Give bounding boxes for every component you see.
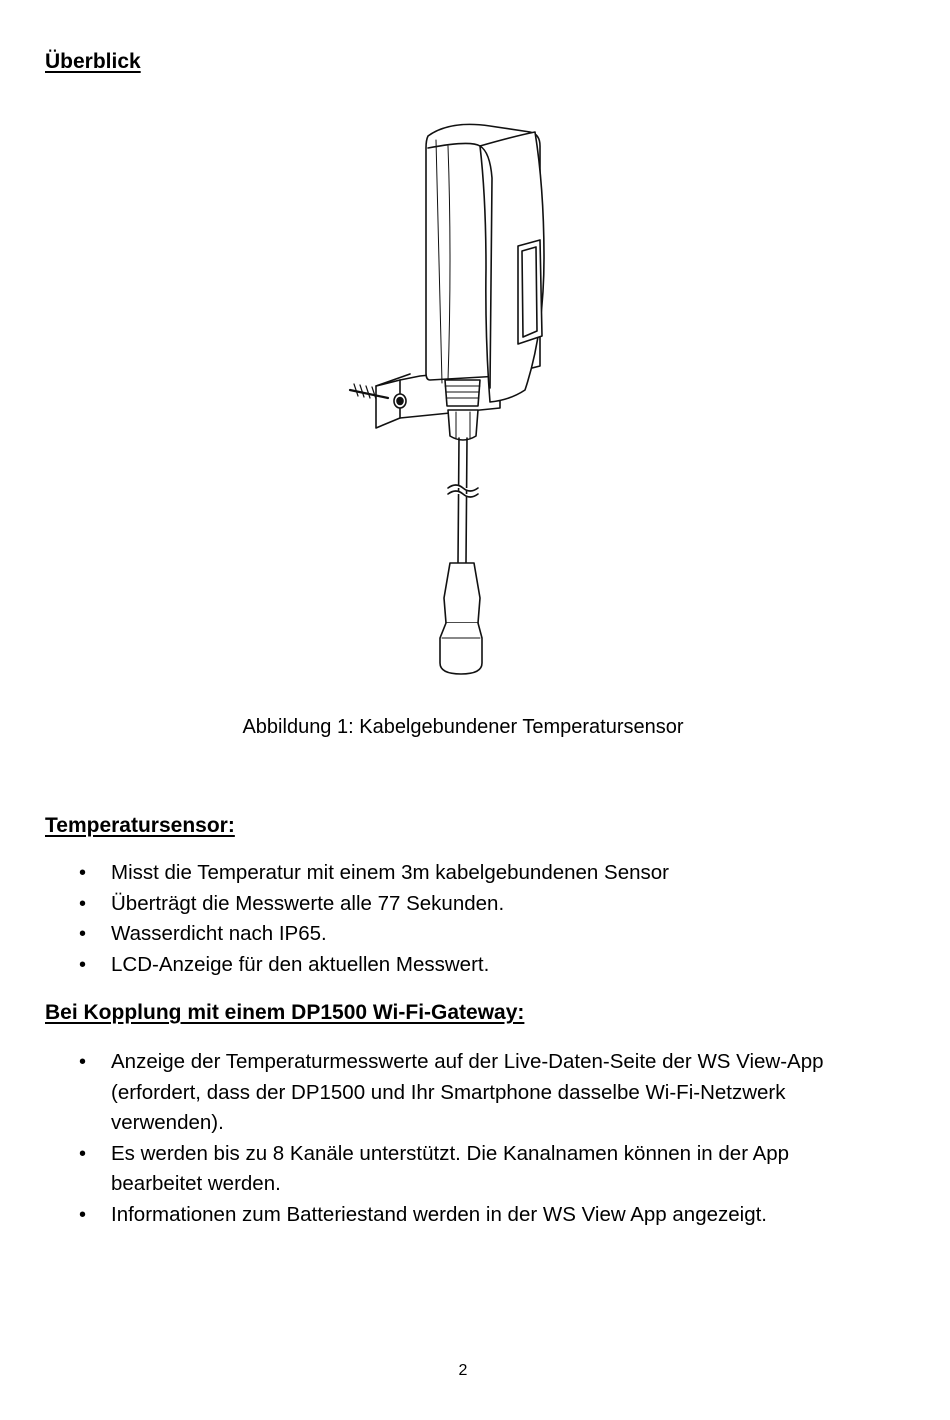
wired-temperature-sensor-illustration xyxy=(330,118,580,683)
gateway-heading: Bei Kopplung mit einem DP1500 Wi-Fi-Gateway: xyxy=(45,1001,525,1024)
list-item: • Misst die Temperatur mit einem 3m kabelgebundenen Sensor xyxy=(0,858,860,889)
overview-heading: Überblick xyxy=(45,50,141,73)
list-item: • Wasserdicht nach IP65. xyxy=(0,919,860,950)
list-item: • Informationen zum Batteriestand werden in der WS View App angezeigt. xyxy=(0,1200,860,1231)
list-item: • LCD-Anzeige für den aktuellen Messwert. xyxy=(0,950,860,981)
figure-caption: Abbildung 1: Kabelgebundener Temperatursensor xyxy=(242,716,684,738)
list-item: • Überträgt die Messwerte alle 77 Sekunden. xyxy=(0,889,860,920)
list-item: • Anzeige der Temperaturmesswerte auf der Live-Daten-Seite der WS View-App (erfordert, dass der DP1500 und Ihr Smartphone dasselbe Wi-Fi-Netzwerk verwenden). xyxy=(0,1047,860,1139)
page-number: 2 xyxy=(458,1362,468,1379)
sensor-figure xyxy=(330,118,580,683)
sensor-feature-list xyxy=(0,858,860,980)
list-item: • Es werden bis zu 8 Kanäle unterstützt. Die Kanalnamen können in der App bearbeitet werden. xyxy=(0,1139,860,1200)
gateway-feature-list xyxy=(0,1047,860,1230)
sensor-heading: Temperatursensor: xyxy=(45,814,235,837)
